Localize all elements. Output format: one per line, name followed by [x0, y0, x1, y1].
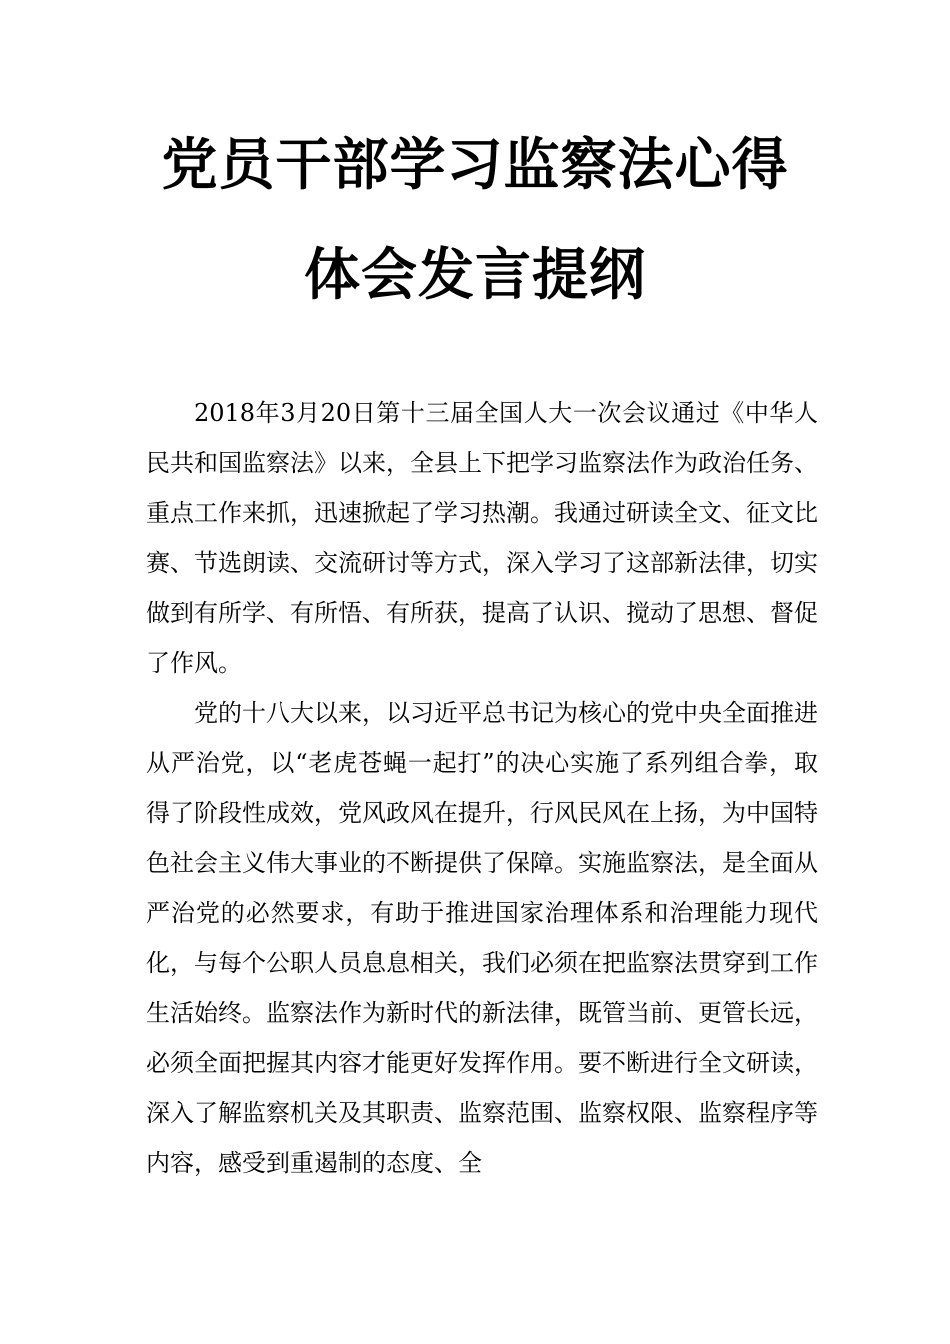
body-paragraph-1: 2018年3月20日第十三届全国人大一次会议通过《中华人民共和国监察法》以来，全县上下把学习监察法作为政治任务、重点工作来抓，迅速掀起了学习热潮。我通过研读全文、征文比赛、节选朗读、交流研讨等方式，深入学习了这部新法律，切实做到有所学、有所悟、有所获，提高了认识、搅动了思想、督促了作风。 [146, 399, 818, 677]
body-paragraph-2: 党的十八大以来，以习近平总书记为核心的党中央全面推进从严治党，以“老虎苍蝇一起打”的决心实施了系列组合拳，取得了阶段性成效，党风政风在提升，行风民风在上扬，为中国特色社会主义伟大事业的不断提供了保障。实施监察法，是全面从严治党的必然要求，有助于推进国家治理体系和治理能力现代化，与每个公职人员息息相关，我们必须在把监察法贯穿到工作生活始终。监察法作为新时代的新法律，既管当前、更管长远，必须全面把握其内容才能更好发挥作用。要不断进行全文研读，深入了解监察机关及其职责、监察范围、监察权限、监察程序等内容，感受到重遏制的态度、全 [146, 699, 818, 1177]
document-title-line-1: 党员干部学习监察法心得 [161, 133, 789, 198]
document-title-line-2: 体会发言提纲 [304, 243, 646, 308]
document-body [146, 388, 818, 1188]
